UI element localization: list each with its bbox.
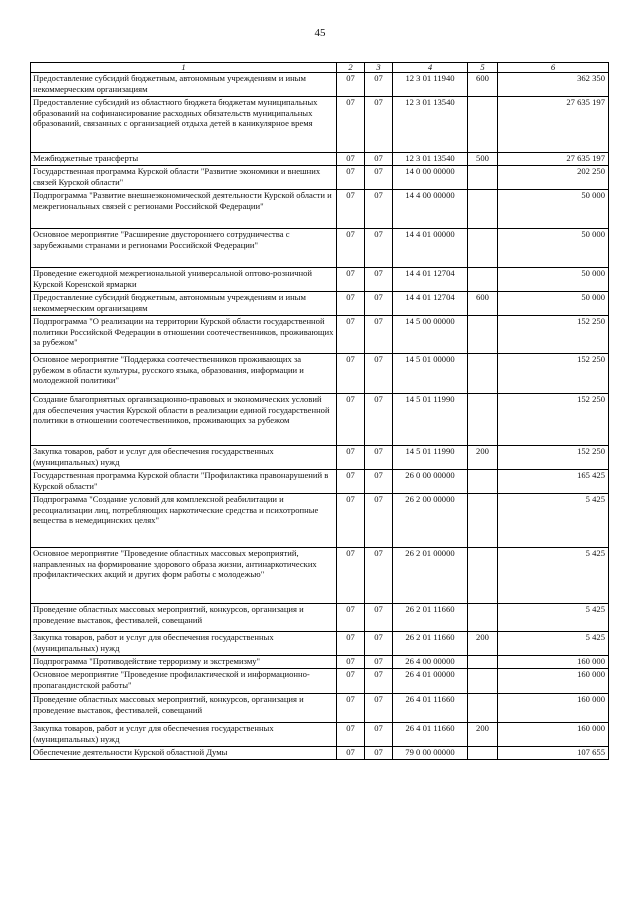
table-row: [31, 669, 609, 694]
row-amount: 5 425: [498, 548, 609, 604]
table-row: [31, 446, 609, 470]
column-number-2: 2: [337, 63, 365, 73]
row-name: Подпрограмма "О реализации на территории Курской области государственной политики Российской Федерации в отношении соотечественников, проживающих за рубежом": [31, 316, 337, 354]
row-section: 07: [337, 73, 365, 97]
row-section: 07: [337, 470, 365, 494]
row-expense-type: [468, 166, 498, 190]
row-subsection: 07: [365, 316, 393, 354]
row-target-article: 12 3 01 13540: [393, 97, 468, 153]
row-target-article: 26 2 01 00000: [393, 548, 468, 604]
column-number-6: 6: [498, 63, 609, 73]
row-section: 07: [337, 669, 365, 694]
row-section: 07: [337, 166, 365, 190]
row-expense-type: [468, 470, 498, 494]
row-amount: 50 000: [498, 190, 609, 229]
table-row: [31, 632, 609, 656]
row-target-article: 26 2 01 11660: [393, 604, 468, 632]
row-expense-type: 200: [468, 446, 498, 470]
column-number-5: 5: [468, 63, 498, 73]
table-row: [31, 548, 609, 604]
row-expense-type: [468, 604, 498, 632]
row-amount: 202 250: [498, 166, 609, 190]
table-row: [31, 747, 609, 760]
table-row: [31, 190, 609, 229]
row-target-article: 12 3 01 11940: [393, 73, 468, 97]
row-section: 07: [337, 694, 365, 723]
row-amount: 5 425: [498, 494, 609, 548]
table-row: [31, 354, 609, 394]
row-target-article: 14 4 01 00000: [393, 229, 468, 268]
table-row: [31, 656, 609, 669]
row-section: 07: [337, 723, 365, 747]
row-subsection: 07: [365, 604, 393, 632]
row-amount: 160 000: [498, 669, 609, 694]
row-expense-type: 600: [468, 73, 498, 97]
row-amount: 50 000: [498, 268, 609, 292]
row-target-article: 14 5 01 00000: [393, 354, 468, 394]
row-subsection: 07: [365, 723, 393, 747]
row-name: Закупка товаров, работ и услуг для обеспечения государственных (муниципальных) нужд: [31, 446, 337, 470]
row-name: Подпрограмма "Развитие внешнеэкономической деятельности Курской области и межрегиональных связей с регионами Российской Федерации": [31, 190, 337, 229]
row-name: Основное мероприятие "Поддержка соотечественников проживающих за рубежом в области культуры, русского языка, образования, информации и молодежной политики": [31, 354, 337, 394]
table-row: [31, 268, 609, 292]
row-subsection: 07: [365, 73, 393, 97]
row-target-article: 14 0 00 00000: [393, 166, 468, 190]
row-section: 07: [337, 316, 365, 354]
row-section: 07: [337, 446, 365, 470]
row-subsection: 07: [365, 694, 393, 723]
row-target-article: 26 2 00 00000: [393, 494, 468, 548]
row-expense-type: [468, 354, 498, 394]
row-name: Предоставление субсидий из областного бюджета бюджетам муниципальных образований на софинансирование расходных обязательств муниципальных образований, связанных с организацией отдыха детей в каникулярное время: [31, 97, 337, 153]
row-subsection: 07: [365, 632, 393, 656]
row-subsection: 07: [365, 394, 393, 446]
row-subsection: 07: [365, 548, 393, 604]
row-amount: 160 000: [498, 656, 609, 669]
table-row: [31, 316, 609, 354]
row-target-article: 14 4 01 12704: [393, 268, 468, 292]
row-target-article: 26 4 01 11660: [393, 694, 468, 723]
row-name: Основное мероприятие "Расширение двустороннего сотрудничества с зарубежными странами и регионами Российской Федерации": [31, 229, 337, 268]
row-section: 07: [337, 604, 365, 632]
row-amount: 160 000: [498, 723, 609, 747]
row-target-article: 14 5 01 11990: [393, 446, 468, 470]
row-name: Проведение областных массовых мероприятий, конкурсов, организация и проведение выставок, фестивалей, совещаний: [31, 694, 337, 723]
table-row: [31, 153, 609, 166]
row-target-article: 14 5 01 11990: [393, 394, 468, 446]
row-target-article: 14 4 01 12704: [393, 292, 468, 316]
row-name: Подпрограмма "Создание условий для комплексной реабилитации и ресоциализации лиц, потребляющих наркотические средства и психотропные вещества в немедицинских целях": [31, 494, 337, 548]
table-row: [31, 470, 609, 494]
row-target-article: 26 2 01 11660: [393, 632, 468, 656]
row-amount: 5 425: [498, 604, 609, 632]
table-row: [31, 604, 609, 632]
row-name: Проведение областных массовых мероприятий, конкурсов, организация и проведение выставок, фестивалей, совещаний: [31, 604, 337, 632]
row-target-article: 26 4 00 00000: [393, 656, 468, 669]
table-row: [31, 394, 609, 446]
row-name: Подпрограмма "Противодействие терроризму и экстремизму": [31, 656, 337, 669]
row-name: Закупка товаров, работ и услуг для обеспечения государственных (муниципальных) нужд: [31, 632, 337, 656]
table-row: [31, 73, 609, 97]
row-subsection: 07: [365, 669, 393, 694]
row-amount: 165 425: [498, 470, 609, 494]
row-expense-type: [468, 268, 498, 292]
row-expense-type: [468, 97, 498, 153]
row-expense-type: 200: [468, 632, 498, 656]
row-target-article: 26 4 01 00000: [393, 669, 468, 694]
row-amount: 152 250: [498, 394, 609, 446]
row-subsection: 07: [365, 747, 393, 760]
row-expense-type: [468, 229, 498, 268]
row-amount: 152 250: [498, 316, 609, 354]
row-name: Предоставление субсидий бюджетным, автономным учреждениям и иным некоммерческим организациям: [31, 292, 337, 316]
table-row: [31, 694, 609, 723]
row-amount: 152 250: [498, 446, 609, 470]
row-name: Закупка товаров, работ и услуг для обеспечения государственных (муниципальных) нужд: [31, 723, 337, 747]
row-name: Обеспечение деятельности Курской областной Думы: [31, 747, 337, 760]
budget-table: [30, 62, 609, 760]
row-subsection: 07: [365, 656, 393, 669]
row-subsection: 07: [365, 446, 393, 470]
row-name: Создание благоприятных организационно-правовых и экономических условий для обеспечения участия Курской области в реализации единой государственной политики в отношении соотечественников, проживающих за рубежом: [31, 394, 337, 446]
row-amount: 27 635 197: [498, 97, 609, 153]
row-section: 07: [337, 292, 365, 316]
row-expense-type: [468, 548, 498, 604]
row-target-article: 12 3 01 13540: [393, 153, 468, 166]
row-subsection: 07: [365, 494, 393, 548]
row-expense-type: 200: [468, 723, 498, 747]
row-section: 07: [337, 656, 365, 669]
row-subsection: 07: [365, 229, 393, 268]
row-section: 07: [337, 354, 365, 394]
table-row: [31, 229, 609, 268]
row-expense-type: 500: [468, 153, 498, 166]
row-target-article: 26 0 00 00000: [393, 470, 468, 494]
row-expense-type: [468, 316, 498, 354]
table-row: [31, 97, 609, 153]
row-subsection: 07: [365, 190, 393, 229]
row-subsection: 07: [365, 97, 393, 153]
row-subsection: 07: [365, 166, 393, 190]
row-section: 07: [337, 494, 365, 548]
table-row: [31, 723, 609, 747]
row-amount: 107 655: [498, 747, 609, 760]
row-section: 07: [337, 97, 365, 153]
row-section: 07: [337, 747, 365, 760]
row-expense-type: [468, 656, 498, 669]
row-section: 07: [337, 632, 365, 656]
row-amount: 362 350: [498, 73, 609, 97]
row-subsection: 07: [365, 153, 393, 166]
row-name: Проведение ежегодной межрегиональной универсальной оптово-розничной Курской Коренской ярмарки: [31, 268, 337, 292]
column-number-1: 1: [31, 63, 337, 73]
row-expense-type: 600: [468, 292, 498, 316]
column-number-header-row: [31, 63, 609, 73]
row-amount: 50 000: [498, 229, 609, 268]
row-section: 07: [337, 190, 365, 229]
row-section: 07: [337, 548, 365, 604]
row-amount: 50 000: [498, 292, 609, 316]
row-amount: 160 000: [498, 694, 609, 723]
row-subsection: 07: [365, 354, 393, 394]
row-name: Предоставление субсидий бюджетным, автономным учреждениям и иным некоммерческим организациям: [31, 73, 337, 97]
row-section: 07: [337, 394, 365, 446]
table-row: [31, 494, 609, 548]
row-expense-type: [468, 747, 498, 760]
row-name: Межбюджетные трансферты: [31, 153, 337, 166]
row-expense-type: [468, 394, 498, 446]
row-subsection: 07: [365, 268, 393, 292]
row-expense-type: [468, 669, 498, 694]
row-section: 07: [337, 229, 365, 268]
page-number: 45: [314, 27, 326, 39]
row-name: Государственная программа Курской области "Профилактика правонарушений в Курской области": [31, 470, 337, 494]
table-row: [31, 292, 609, 316]
row-amount: 152 250: [498, 354, 609, 394]
row-name: Основное мероприятие "Проведение областных массовых мероприятий, направленных на формирование здорового образа жизни, антинаркотических профилактических акций и других форм работы с молодежью": [31, 548, 337, 604]
column-number-4: 4: [393, 63, 468, 73]
row-expense-type: [468, 494, 498, 548]
row-subsection: 07: [365, 292, 393, 316]
row-target-article: 79 0 00 00000: [393, 747, 468, 760]
row-subsection: 07: [365, 470, 393, 494]
row-target-article: 14 4 00 00000: [393, 190, 468, 229]
row-target-article: 26 4 01 11660: [393, 723, 468, 747]
row-section: 07: [337, 153, 365, 166]
row-amount: 5 425: [498, 632, 609, 656]
row-section: 07: [337, 268, 365, 292]
row-amount: 27 635 197: [498, 153, 609, 166]
row-name: Основное мероприятие "Проведение профилактической и информационно-пропагандистской работы": [31, 669, 337, 694]
row-expense-type: [468, 694, 498, 723]
row-expense-type: [468, 190, 498, 229]
row-target-article: 14 5 00 00000: [393, 316, 468, 354]
table-row: [31, 166, 609, 190]
column-number-3: 3: [365, 63, 393, 73]
row-name: Государственная программа Курской области "Развитие экономики и внешних связей Курской области": [31, 166, 337, 190]
